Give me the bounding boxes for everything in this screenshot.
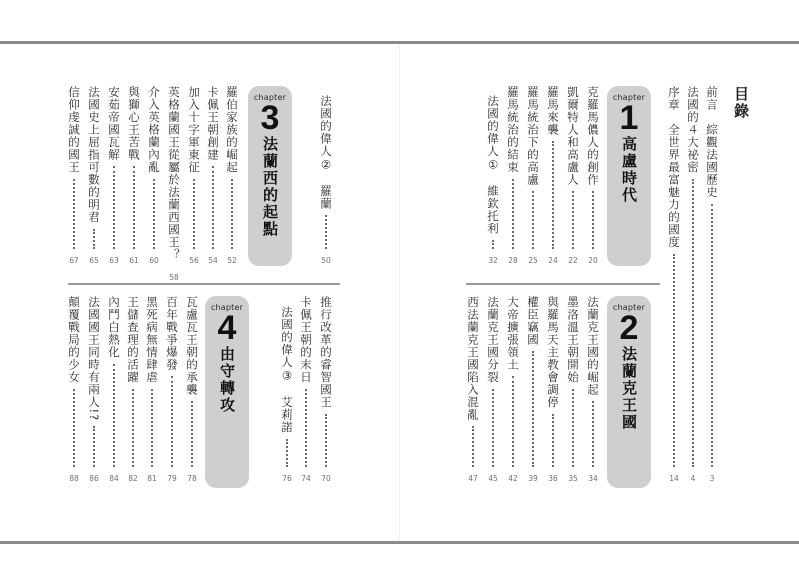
entry-title: 瓦盧瓦王朝的承襲 — [185, 296, 199, 396]
toc-entry[interactable] — [525, 296, 541, 484]
toc-entry[interactable] — [205, 86, 221, 266]
entry-title: 法蘭克王國的崛起 — [586, 296, 600, 396]
entry-page: 24 — [548, 256, 558, 265]
entry-title: 序章 全世界最富魅力的國度 — [667, 86, 681, 249]
toc-entry[interactable] — [545, 296, 561, 484]
entry-page: 25 — [528, 256, 538, 265]
dot-leader — [193, 179, 195, 250]
chapter-title: 由守轉攻 — [218, 346, 236, 414]
toc-entry[interactable] — [565, 296, 581, 484]
entry-title: 百年戰爭爆發 — [165, 296, 179, 371]
dot-leader — [592, 191, 594, 249]
entry-page: 52 — [227, 256, 237, 265]
dot-leader — [132, 389, 134, 468]
dot-leader — [171, 376, 173, 467]
dot-leader — [592, 401, 594, 467]
chapter-number: 3 — [260, 99, 280, 137]
entry-title: 加入十字軍東征 — [187, 86, 201, 174]
entry-title: 權臣竊國 — [526, 296, 540, 346]
dot-leader — [286, 439, 288, 468]
dot-leader — [93, 426, 95, 467]
toc-entry[interactable] — [585, 86, 601, 266]
entry-page: 82 — [128, 474, 138, 483]
entry-page: 70 — [321, 474, 331, 483]
entry-page: 28 — [508, 256, 518, 265]
dot-leader — [113, 364, 115, 468]
dot-leader — [572, 191, 574, 249]
entry-page: 47 — [468, 474, 478, 483]
dot-leader — [532, 191, 534, 249]
chapter-title: 法蘭西的起點 — [261, 136, 279, 238]
entry-title: 羅馬來襲 — [546, 86, 560, 136]
entry-title: 法國的偉人③ 艾莉諾 — [280, 306, 294, 434]
dot-leader — [711, 204, 713, 468]
dot-leader — [512, 179, 514, 250]
entry-page: 56 — [189, 256, 199, 265]
entry-page: 84 — [109, 474, 119, 483]
toc-entry[interactable] — [66, 86, 82, 266]
entry-page: 22 — [568, 256, 578, 265]
dot-leader — [191, 401, 193, 467]
toc-entry[interactable] — [565, 86, 581, 266]
toc-entry[interactable] — [465, 296, 481, 484]
entry-title: 大帝擴張領土 — [506, 296, 520, 371]
entry-title: 西法蘭克王國陷入混亂 — [466, 296, 480, 421]
chapter-2-badge[interactable] — [607, 296, 651, 488]
toc-entry[interactable] — [66, 296, 82, 484]
toc-entry[interactable] — [525, 86, 541, 266]
entry-title: 信仰虔誠的國王 — [67, 86, 81, 174]
chapter-word: chapter — [612, 93, 646, 102]
dot-leader — [572, 389, 574, 468]
toc-entry[interactable] — [685, 86, 701, 484]
dot-leader — [305, 389, 307, 468]
dot-leader — [532, 351, 534, 467]
toc-entry[interactable] — [279, 306, 295, 484]
toc-entry[interactable] — [224, 86, 240, 266]
entry-page: 54 — [208, 256, 218, 265]
entry-page: 86 — [89, 474, 99, 483]
dot-leader — [212, 166, 214, 249]
entry-title: 卡佩王朝的末日 — [299, 296, 313, 384]
dot-leader — [325, 215, 327, 249]
chapter-title: 法蘭克王國 — [620, 346, 638, 431]
entry-page: 67 — [69, 256, 79, 265]
dot-leader — [325, 414, 327, 468]
chapter-word: chapter — [210, 303, 244, 312]
entry-title: 羅伯家族的崛起 — [225, 86, 239, 174]
entry-page: 32 — [488, 256, 498, 265]
left-page-separator — [68, 283, 340, 285]
dot-leader — [472, 426, 474, 467]
entry-page: 45 — [488, 474, 498, 483]
toc-heading: 目錄 — [732, 86, 750, 120]
toc-entry[interactable] — [86, 296, 102, 484]
toc-entry[interactable] — [318, 296, 334, 484]
entry-title: 羅馬統治的結束 — [506, 86, 520, 174]
entry-page: 60 — [149, 256, 159, 265]
entry-page: 65 — [89, 256, 99, 265]
entry-page: 20 — [588, 256, 598, 265]
toc-entry[interactable] — [184, 296, 200, 484]
dot-leader — [492, 389, 494, 468]
entry-page: 14 — [669, 474, 679, 483]
entry-title: 墨洛溫王朝開始 — [566, 296, 580, 384]
entry-title: 法國史上屈指可數的明君 — [87, 86, 101, 224]
entry-page: 88 — [69, 474, 79, 483]
dot-leader — [492, 240, 494, 249]
entry-title: 凱爾特人和高盧人 — [566, 86, 580, 186]
entry-page: 79 — [167, 474, 177, 483]
entry-page: 3 — [709, 474, 715, 483]
entry-title: 王儲查理的活躍 — [126, 296, 140, 384]
chapter-word: chapter — [612, 303, 646, 312]
entry-page: 81 — [147, 474, 157, 483]
entry-page: 61 — [129, 256, 139, 265]
chapter-number: 4 — [217, 309, 237, 347]
entry-page: 63 — [109, 256, 119, 265]
entry-page: 50 — [321, 256, 331, 265]
toc-entry[interactable] — [125, 296, 141, 484]
entry-title: 與獅心王苦戰 — [127, 86, 141, 161]
dot-leader — [673, 254, 675, 468]
toc-entry[interactable] — [298, 296, 314, 484]
toc-entry[interactable] — [166, 86, 182, 282]
toc-entry[interactable] — [164, 296, 180, 484]
toc-entry[interactable] — [505, 296, 521, 484]
toc-entry[interactable] — [585, 296, 601, 484]
entry-title: 法蘭克王國分裂 — [486, 296, 500, 384]
page-gutter — [399, 44, 400, 541]
entry-title: 法國的偉人① 維欽托利 — [486, 95, 500, 235]
dot-leader — [153, 179, 155, 250]
dot-leader — [151, 389, 153, 468]
entry-title: 前言 綜觀法國歷史 — [705, 86, 719, 199]
entry-page: 35 — [568, 474, 578, 483]
dot-leader — [113, 166, 115, 249]
chapter-number: 1 — [619, 99, 639, 137]
entry-page: 78 — [187, 474, 197, 483]
entry-title: 黑死病無情肆虐 — [145, 296, 159, 384]
entry-title: 顛覆戰局的少女 — [67, 296, 81, 384]
entry-title: 法國國王同時有兩人!? — [87, 296, 101, 422]
entry-page: 39 — [528, 474, 538, 483]
toc-entry[interactable] — [144, 296, 160, 484]
entry-page: 42 — [508, 474, 518, 483]
toc-entry[interactable] — [318, 95, 334, 266]
dot-leader — [133, 166, 135, 249]
toc-entry[interactable] — [704, 86, 720, 484]
entry-title: 英格蘭國王從屬於法蘭西國王？ — [167, 86, 181, 261]
chapter-1-badge[interactable] — [607, 86, 651, 266]
entry-page: 58 — [169, 273, 179, 282]
entry-title: 推行改革的睿智國王 — [319, 296, 333, 409]
entry-page: 4 — [690, 474, 696, 483]
entry-title: 羅馬統治下的高盧 — [526, 86, 540, 186]
entry-title: 法國的偉人② 羅蘭 — [319, 95, 333, 210]
toc-entry[interactable] — [126, 86, 142, 266]
toc-entry[interactable] — [505, 86, 521, 266]
dot-leader — [73, 179, 75, 250]
entry-title: 與羅馬天主教會調停 — [546, 296, 560, 409]
toc-entry[interactable] — [146, 86, 162, 266]
entry-title: 法國的４大祕密 — [686, 86, 700, 174]
dot-leader — [512, 376, 514, 467]
entry-title: 卡佩王朝創建 — [206, 86, 220, 161]
entry-title: 內鬥白熱化 — [107, 296, 121, 359]
toc-entry[interactable] — [666, 86, 682, 484]
dot-leader — [552, 141, 554, 249]
entry-page: 74 — [301, 474, 311, 483]
toc-entry[interactable] — [545, 86, 561, 266]
chapter-4-badge[interactable] — [205, 296, 249, 488]
chapter-word: chapter — [253, 93, 287, 102]
entry-title: 介入英格蘭內亂 — [147, 86, 161, 174]
dot-leader — [231, 179, 233, 250]
toc-entry[interactable] — [485, 95, 501, 266]
entry-page: 76 — [282, 474, 292, 483]
toc-entry[interactable] — [106, 296, 122, 484]
dot-leader — [692, 179, 694, 468]
toc-entry[interactable] — [106, 86, 122, 266]
bottom-rule — [0, 541, 799, 544]
entry-title: 安茹帝國瓦解 — [107, 86, 121, 161]
entry-page: 34 — [588, 474, 598, 483]
entry-title: 克羅馬儂人的創作 — [586, 86, 600, 186]
right-page-separator — [466, 283, 660, 285]
chapter-number: 2 — [619, 309, 639, 347]
toc-entry[interactable] — [86, 86, 102, 266]
chapter-title: 高盧時代 — [620, 136, 638, 204]
entry-page: 36 — [548, 474, 558, 483]
dot-leader — [552, 414, 554, 468]
chapter-3-badge[interactable] — [248, 86, 292, 266]
toc-entry[interactable] — [186, 86, 202, 266]
dot-leader — [93, 229, 95, 250]
dot-leader — [73, 389, 75, 468]
toc-entry[interactable] — [485, 296, 501, 484]
